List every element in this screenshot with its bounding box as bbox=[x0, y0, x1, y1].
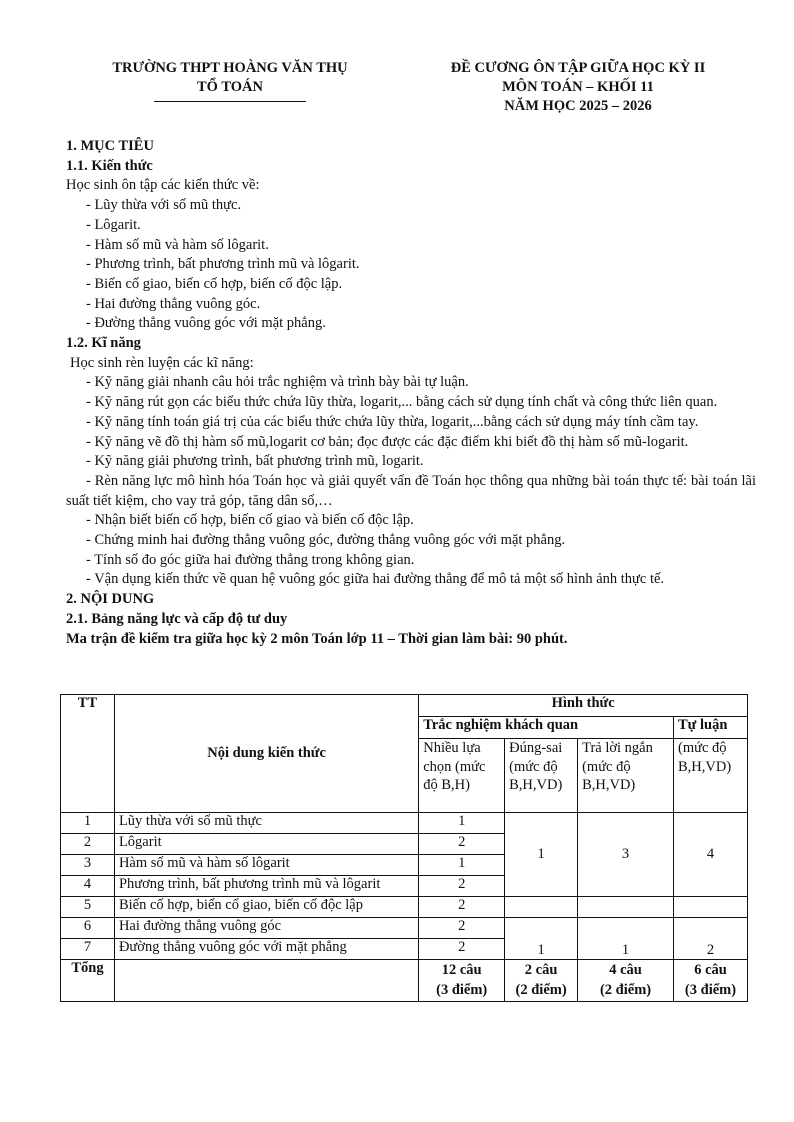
row-content: Phương trình, bất phương trình mũ và lôgarit bbox=[114, 876, 418, 897]
row-tt: 2 bbox=[61, 834, 115, 855]
skill-item: - Kỹ năng giải phương trình, bất phương trình mũ, logarit. bbox=[86, 453, 424, 470]
group1-true-false: 1 bbox=[505, 813, 578, 897]
empty-cell bbox=[114, 960, 418, 1002]
skill-item: - Kỹ năng rút gọn các biểu thức chứa lũy thừa, logarit,... bằng cách sử dụng tính chất và công thức liên quan. bbox=[86, 394, 718, 411]
header-short-answer: Trả lời ngắn (mức độ B,H,VD) bbox=[578, 739, 674, 813]
row-mc: 1 bbox=[419, 813, 505, 834]
school-name: TRƯỜNG THPT HOÀNG VĂN THỤ bbox=[112, 60, 348, 76]
skill-item: - Nhận biết biến cố hợp, biến cố giao và biến cố độc lập. bbox=[86, 512, 414, 529]
row-tt: 6 bbox=[61, 918, 115, 939]
row-content: Biến cố hợp, biến cố giao, biến cố độc lập bbox=[114, 897, 418, 918]
header-form: Hình thức bbox=[419, 695, 748, 717]
row-mc: 2 bbox=[419, 834, 505, 855]
row-tt: 7 bbox=[61, 939, 115, 960]
skills-intro: Học sinh rèn luyện các kĩ năng: bbox=[70, 354, 254, 371]
header-underline bbox=[154, 101, 306, 102]
row-content: Đường thẳng vuông góc với mặt phẳng bbox=[114, 939, 418, 960]
knowledge-item: - Biến cố giao, biến cố hợp, biến cố độc lập. bbox=[86, 275, 343, 292]
row-tt: 3 bbox=[61, 855, 115, 876]
matrix-title: Ma trận đề kiểm tra giữa học kỳ 2 môn Toán lớp 11 – Thời gian làm bài: 90 phút. bbox=[66, 630, 568, 647]
header-objective: Trắc nghiệm khách quan bbox=[419, 717, 674, 739]
section-1-2-title: 1.2. Kĩ năng bbox=[66, 335, 141, 352]
table-row bbox=[61, 918, 748, 939]
section-1-1-title: 1.1. Kiến thức bbox=[66, 157, 153, 174]
total-mc-points: (3 điểm) bbox=[436, 982, 488, 998]
skill-item: - Kỹ năng vẽ đồ thị hàm số mũ,logarit cơ bản; đọc được các đặc điểm khi biết đồ thị hàm số mũ-logarit. bbox=[86, 433, 689, 450]
header-essay-level: (mức độ B,H,VD) bbox=[674, 739, 748, 813]
knowledge-item: - Hai đường thẳng vuông góc. bbox=[86, 295, 261, 312]
empty-cell bbox=[674, 897, 748, 918]
group2-true-false: 1 bbox=[505, 918, 578, 960]
document-title-block bbox=[418, 59, 738, 116]
group2-essay: 2 bbox=[674, 918, 748, 960]
document-body bbox=[66, 137, 756, 649]
row-mc: 1 bbox=[419, 855, 505, 876]
skill-item: - Tính số đo góc giữa hai đường thẳng trong không gian. bbox=[86, 551, 415, 568]
row-mc: 2 bbox=[419, 897, 505, 918]
row-tt: 5 bbox=[61, 897, 115, 918]
skill-item: - Kỹ năng tính toán giá trị của các biểu thức chứa lũy thừa, logarit,...bằng cách sử dụng máy tính cầm tay. bbox=[86, 413, 699, 430]
header-multiple-choice: Nhiều lựa chọn (mức độ B,H) bbox=[419, 739, 505, 813]
group1-essay: 4 bbox=[674, 813, 748, 897]
group1-short-answer: 3 bbox=[578, 813, 674, 897]
skill-item: - Vận dụng kiến thức về quan hệ vuông góc giữa hai đường thẳng để mô tả một số hình ảnh thực tế. bbox=[86, 571, 665, 588]
total-essay-points: (3 điểm) bbox=[684, 982, 737, 998]
school-header bbox=[88, 59, 372, 102]
school-year: NĂM HỌC 2025 – 2026 bbox=[504, 98, 652, 114]
row-content: Lôgarit bbox=[114, 834, 418, 855]
row-content: Lũy thừa với số mũ thực bbox=[114, 813, 418, 834]
document-title: ĐỀ CƯƠNG ÔN TẬP GIỮA HỌC KỲ II bbox=[450, 60, 706, 76]
row-mc: 2 bbox=[419, 876, 505, 897]
total-tf-points: (2 điểm) bbox=[515, 982, 567, 998]
total-mc-count: 12 câu bbox=[441, 962, 482, 978]
subject-grade: MÔN TOÁN – KHỐI 11 bbox=[502, 79, 654, 95]
section-2-title: 2. NỘI DUNG bbox=[66, 591, 155, 608]
total-row bbox=[61, 960, 748, 1002]
total-short-points: (2 điểm) bbox=[599, 982, 652, 998]
knowledge-item: - Lũy thừa với số mũ thực. bbox=[86, 197, 242, 214]
row-content: Hàm số mũ và hàm số lôgarit bbox=[114, 855, 418, 876]
skill-item: - Chứng minh hai đường thẳng vuông góc, đường thẳng vuông góc với mặt phẳng. bbox=[86, 532, 566, 549]
department-name: TỔ TOÁN bbox=[197, 79, 263, 95]
table-row bbox=[61, 897, 748, 918]
skill-item: - Rèn năng lực mô hình hóa Toán học và giải quyết vấn đề Toán học thông qua những bài toán thực tế: bài toán lãi suất tiết kiệm, cho vay trả góp, tăng dân số,… bbox=[66, 472, 756, 509]
total-short-count: 4 câu bbox=[609, 962, 642, 978]
section-2-1-title: 2.1. Bảng năng lực và cấp độ tư duy bbox=[66, 610, 288, 627]
row-tt: 1 bbox=[61, 813, 115, 834]
total-essay-count: 6 câu bbox=[694, 962, 727, 978]
header-content: Nội dung kiến thức bbox=[114, 695, 418, 813]
knowledge-item: - Phương trình, bất phương trình mũ và lôgarit. bbox=[86, 256, 360, 273]
total-tf-count: 2 câu bbox=[524, 962, 558, 978]
total-label: Tổng bbox=[61, 960, 115, 1002]
row-content: Hai đường thẳng vuông góc bbox=[114, 918, 418, 939]
section-1-title: 1. MỤC TIÊU bbox=[66, 138, 154, 154]
knowledge-item: - Lôgarit. bbox=[86, 216, 141, 233]
test-matrix-table bbox=[60, 694, 748, 1002]
header-tt: TT bbox=[61, 695, 115, 813]
knowledge-item: - Hàm số mũ và hàm số lôgarit. bbox=[86, 236, 269, 253]
row-mc: 2 bbox=[419, 918, 505, 939]
header-essay: Tự luận bbox=[674, 717, 748, 739]
row-tt: 4 bbox=[61, 876, 115, 897]
empty-cell bbox=[578, 897, 674, 918]
skill-item: - Kỹ năng giải nhanh câu hỏi trắc nghiệm và trình bày bài tự luận. bbox=[86, 374, 469, 391]
group2-short-answer: 1 bbox=[578, 918, 674, 960]
empty-cell bbox=[505, 897, 578, 918]
row-mc: 2 bbox=[419, 939, 505, 960]
knowledge-intro: Học sinh ôn tập các kiến thức về: bbox=[66, 177, 260, 194]
table-row bbox=[61, 813, 748, 834]
knowledge-item: - Đường thẳng vuông góc với mặt phẳng. bbox=[86, 315, 326, 332]
header-true-false: Đúng-sai (mức độ B,H,VD) bbox=[505, 739, 578, 813]
